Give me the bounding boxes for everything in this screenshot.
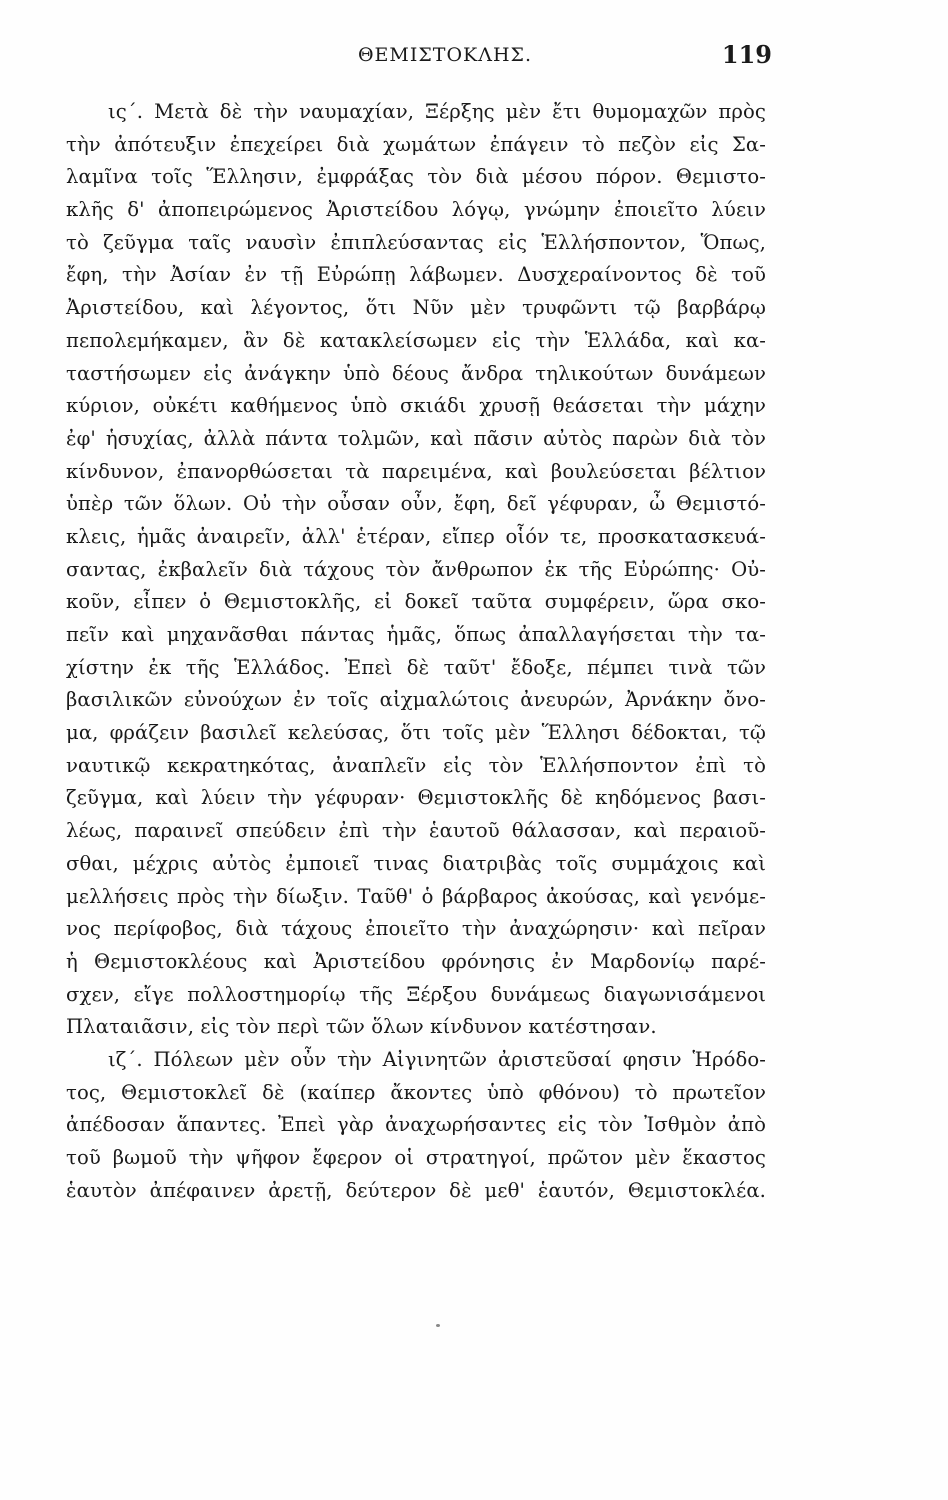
page-number: 119 [721,40,772,69]
text-line: κύριον, οὐκέτι καθήμενος ὑπὸ σκιάδι χρυσῇ θεάσεται τὴν μάχην [66,394,766,418]
text-line: ἔφη, τὴν Ἀσίαν ἐν τῇ Εὐρώπῃ λάβωμεν. Δυσχεραίνοντος δὲ τοῦ [66,263,766,287]
text-line: ναυτικῷ κεκρατηκότας, ἀναπλεῖν εἰς τὸν Ἑλλήσποντον ἐπὶ τὸ [66,753,766,777]
text-line: κοῦν, εἶπεν ὁ Θεμιστοκλῆς, εἰ δοκεῖ ταῦτα συμφέρειν, ὥρα σκο- [66,590,766,614]
text-line: σθαι, μέχρις αὐτὸς ἐμποιεῖ τινας διατριβὰς τοῖς συμμάχοις καὶ [66,851,766,875]
text-line: κίνδυνον, ἐπανορθώσεται τὰ παρειμένα, καὶ βουλεύσεται βέλτιον [66,459,766,483]
text-line: νος περίφοβος, διὰ τάχους ἐποιεῖτο τὴν ἀναχώρησιν· καὶ πεῖραν [66,917,766,941]
text-line: ἑαυτὸν ἀπέφαινεν ἀρετῇ, δεύτερον δὲ μεθ' ἑαυτόν, Θεμιστοκλέα. [66,1178,766,1202]
text-line: ὑπὲρ τῶν ὅλων. Οὐ τὴν οὖσαν οὖν, ἔφη, δεῖ γέφυραν, ὦ Θεμιστό- [66,492,766,516]
text-line: ἐφ' ἡσυχίας, ἀλλὰ πάντα τολμῶν, καὶ πᾶσιν αὐτὸς παρὼν διὰ τὸν [66,426,766,450]
text-line: Ἀριστείδου, καὶ λέγοντος, ὅτι Νῦν μὲν τρυφῶντι τῷ βαρβάρῳ [66,296,766,320]
text-line: μα, φράζειν βασιλεῖ κελεύσας, ὅτι τοῖς μὲν Ἕλλησι δέδοκται, τῷ [66,721,766,745]
text-line: τὸ ζεῦγμα ταῖς ναυσὶν ἐπιπλεύσαντας εἰς Ἑλλήσποντον, Ὅπως, [66,230,766,254]
running-title: ΘΕΜΙΣΤΟΚΛΗΣ. [357,44,533,66]
text-line: τοῦ βωμοῦ τὴν ψῆφον ἔφερον οἱ στρατηγοί, πρῶτον μὲν ἕκαστος [66,1146,766,1169]
text-line: πεπολεμήκαμεν, ἂν δὲ κατακλείσωμεν εἰς τὴν Ἑλλάδα, καὶ κα- [66,328,766,352]
text-line: κλῆς δ' ἀποπειρώμενος Ἀριστείδου λόγῳ, γνώμην ἐποιεῖτο λύειν [66,198,766,222]
text-line: ιζ΄. Πόλεων μὲν οὖν τὴν Αἰγινητῶν ἀριστεῦσαί φησιν Ἡρόδο- [108,1047,766,1071]
text-line: κλεις, ἡμᾶς ἀναιρεῖν, ἀλλ' ἑτέραν, εἴπερ οἷόν τε, προσκατασκευά- [66,524,766,548]
body-text [66,96,766,1207]
text-line: τὴν ἀπότευξιν ἐπεχείρει διὰ χωμάτων ἐπάγειν τὸ πεζὸν εἰς Σα- [66,132,766,156]
text-line: λέως, παραινεῖ σπεύδειν ἐπὶ τὴν ἑαυτοῦ θάλασσαν, καὶ περαιοῦ- [66,819,766,843]
text-line: λαμῖνα τοῖς Ἕλλησιν, ἐμφράξας τὸν διὰ μέσου πόρον. Θεμιστο- [66,165,766,189]
ink-speck [436,1324,440,1327]
text-line: μελλήσεις πρὸς τὴν δίωξιν. Ταῦθ' ὁ βάρβαρος ἀκούσας, καὶ γενόμε- [66,884,766,908]
text-line: ἡ Θεμιστοκλέους καὶ Ἀριστείδου φρόνησις ἐν Μαρδονίῳ παρέ- [66,949,766,973]
text-line: σχεν, εἴγε πολλοστημορίῳ τῆς Ξέρξου δυνάμεως διαγωνισάμενοι [66,982,766,1006]
text-line: σαντας, ἐκβαλεῖν διὰ τάχους τὸν ἄνθρωπον ἐκ τῆς Εὐρώπης· Οὐ- [66,557,766,581]
text-line: ζεῦγμα, καὶ λύειν τὴν γέφυραν· Θεμιστοκλῆς δὲ κηδόμενος βασι- [66,786,766,810]
text-line: τος, Θεμιστοκλεῖ δὲ (καίπερ ἄκοντες ὑπὸ φθόνου) τὸ πρωτεῖον [66,1080,766,1104]
text-line: ἀπέδοσαν ἅπαντες. Ἐπεὶ γὰρ ἀναχωρήσαντες εἰς τὸν Ἰσθμὸν ἀπὸ [66,1113,766,1137]
text-line: Πλαταιᾶσιν, εἰς τὸν περὶ τῶν ὅλων κίνδυνον κατέστησαν. [66,1015,657,1039]
text-line: ταστήσωμεν εἰς ἀνάγκην ὑπὸ δέους ἄνδρα τηλικούτων δυνάμεων [66,361,766,385]
text-line: πεῖν καὶ μηχανᾶσθαι πάντας ἡμᾶς, ὅπως ἀπαλλαγήσεται τὴν τα- [66,623,766,646]
text-line: βασιλικῶν εὐνούχων ἐν τοῖς αἰχμαλώτοις ἀνευρών, Ἀρνάκην ὄνο- [66,688,766,712]
text-line: χίστην ἐκ τῆς Ἑλλάδος. Ἐπεὶ δὲ ταῦτ' ἔδοξε, πέμπει τινὰ τῶν [66,655,766,679]
text-line: ις΄. Μετὰ δὲ τὴν ναυμαχίαν, Ξέρξης μὲν ἔτι θυμομαχῶν πρὸς [108,100,766,123]
running-head [0,40,948,74]
